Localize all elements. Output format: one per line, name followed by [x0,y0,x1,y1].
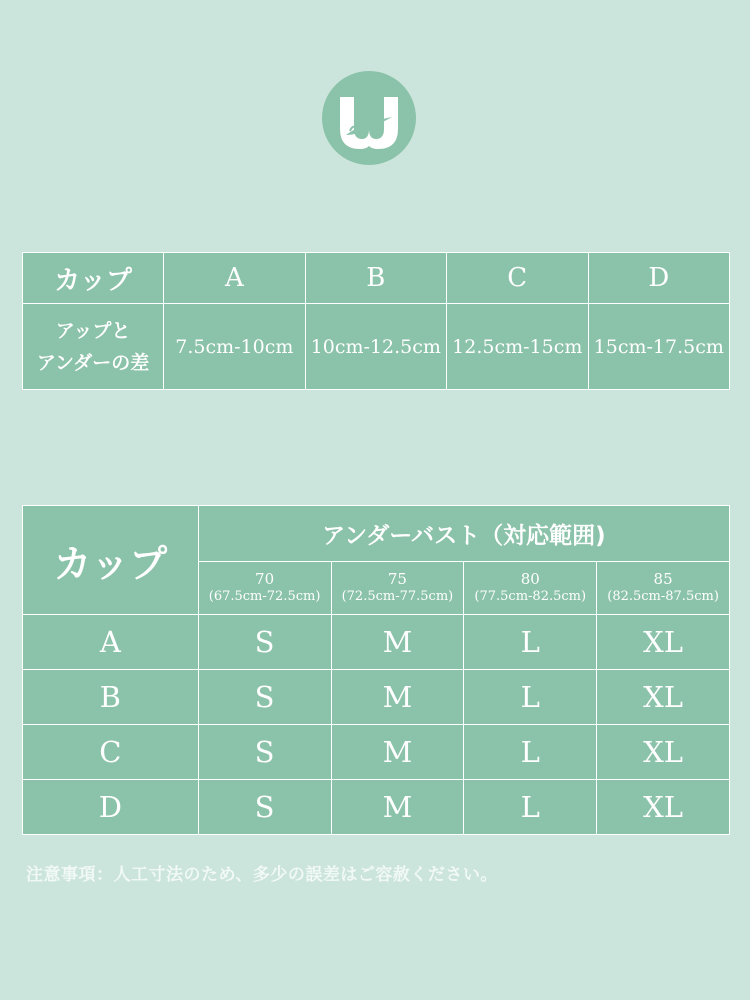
size-cell: L [464,780,597,835]
size-cell: XL [597,615,730,670]
size-cell: XL [597,670,730,725]
band-size: 75 [387,570,407,588]
band-size: 70 [255,570,275,588]
table1-row-label [23,304,164,390]
row-label-line2: アンダーの差 [36,351,150,374]
table1-cup-header: カップ [23,253,164,304]
table1-cup-d-header: D [588,253,729,304]
table1-value-b: 10cm-12.5cm [305,304,446,390]
table2-title: アンダーバスト（対応範囲) [198,506,729,562]
table1-cup-b-header: B [305,253,446,304]
table-row [23,615,730,670]
size-cell: L [464,670,597,725]
size-cell: XL [597,725,730,780]
band-size: 85 [653,570,673,588]
band-80 [464,562,597,615]
band-range: (72.5cm-77.5cm) [341,589,454,604]
brand-logo [322,71,416,165]
table1-cup-a-header: A [164,253,305,304]
table-row [23,725,730,780]
table1-value-c: 12.5cm-15cm [447,304,589,390]
band-75 [331,562,464,615]
band-size: 80 [520,570,540,588]
size-cell: M [331,780,464,835]
row-cup: C [23,725,199,780]
table1-value-d: 15cm-17.5cm [588,304,729,390]
size-cell: S [198,725,331,780]
table1-value-a: 7.5cm-10cm [164,304,305,390]
size-cell: XL [597,780,730,835]
table-row [23,780,730,835]
table1-cup-c-header: C [447,253,589,304]
size-cell: M [331,670,464,725]
table2-cup-header: カップ [23,506,199,615]
size-cell: M [331,615,464,670]
measurement-notice: 注意事項：人工寸法のため、多少の誤差はご容赦ください。 [26,865,498,885]
row-cup: D [23,780,199,835]
table-row [23,670,730,725]
row-cup: A [23,615,199,670]
size-chart-table [22,505,730,835]
size-cell: M [331,725,464,780]
size-cell: L [464,725,597,780]
size-cell: L [464,615,597,670]
logo-w-icon [322,71,416,165]
band-range: (82.5cm-87.5cm) [607,589,719,604]
size-cell: S [198,780,331,835]
table2-title-row [23,506,730,562]
band-range: (77.5cm-82.5cm) [474,589,587,604]
band-range: (67.5cm-72.5cm) [208,589,321,604]
band-70 [198,562,331,615]
size-cell: S [198,615,331,670]
row-cup: B [23,670,199,725]
table1-header-row [23,253,730,304]
cup-difference-table [22,252,730,390]
row-label-line1: アップと [55,319,131,342]
band-85 [597,562,730,615]
table1-diff-row [23,304,730,390]
size-cell: S [198,670,331,725]
